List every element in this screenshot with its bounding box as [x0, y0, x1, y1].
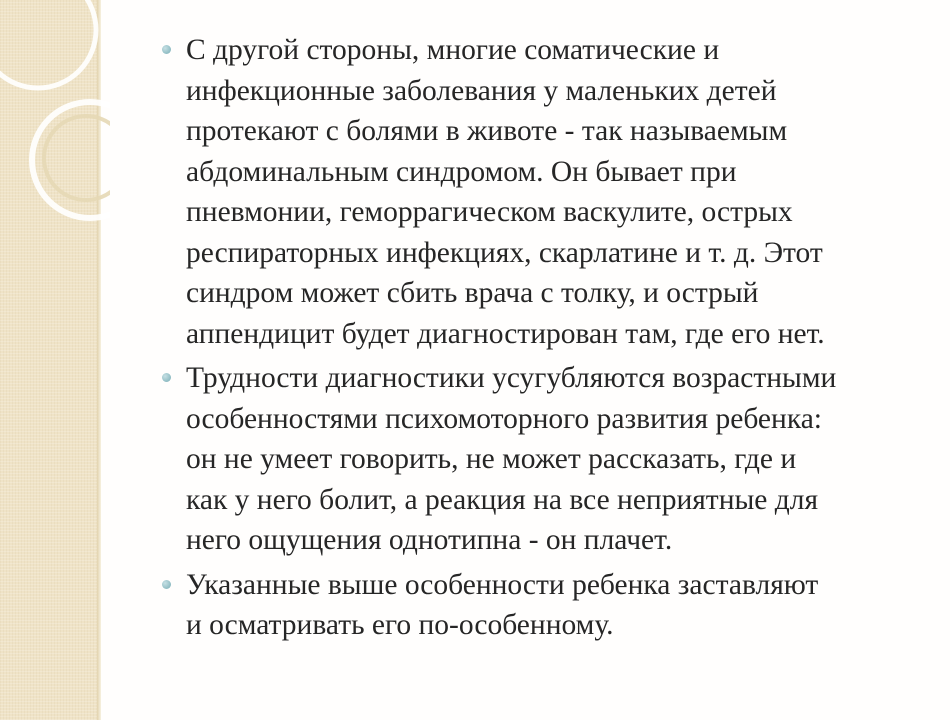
text-line: и осматривать его по-особенному.: [186, 609, 614, 641]
decorative-circle-large: [0, 0, 96, 88]
text-line: инфекционные заболевания у маленьких детей: [186, 74, 777, 107]
bullet-icon: [162, 580, 171, 589]
slide-content: [160, 30, 930, 650]
bullet-item-3: [160, 565, 930, 646]
text-line: абдоминальным синдромом. Он бывает при: [186, 155, 737, 188]
text-line: синдром может сбить врача с толку, и острый: [186, 277, 759, 309]
text-line: особенностями психомоторного развития ребенка:: [186, 402, 822, 435]
text-line: он не умеет говорить, не может рассказать, где и: [186, 443, 797, 475]
bullet-item-1: [160, 30, 930, 354]
text-line: Указанные выше особенности ребенка заставляют: [186, 568, 819, 601]
bullet-icon: [162, 45, 171, 54]
text-line: него ощущения однотипна - он плачет.: [186, 524, 673, 556]
text-line: как у него болит, а реакция на все неприятные для: [186, 483, 819, 516]
bullet-icon: [162, 373, 171, 382]
decorative-circle-small: [44, 116, 110, 200]
bullet-item-2: [160, 358, 930, 561]
text-line: пневмонии, геморрагическом васкулите, острых: [186, 196, 793, 228]
text-line: С другой стороны, многие соматические и: [186, 34, 720, 66]
text-line: респираторных инфекциях, скарлатине и т. д. Этот: [186, 236, 823, 269]
decorative-circles: [0, 0, 110, 260]
text-line: аппендицит будет диагностирован там, где его нет.: [186, 317, 825, 350]
text-line: Трудности диагностики усугубляются возрастными: [186, 362, 837, 394]
text-line: протекают с болями в животе - так называемым: [186, 115, 788, 147]
